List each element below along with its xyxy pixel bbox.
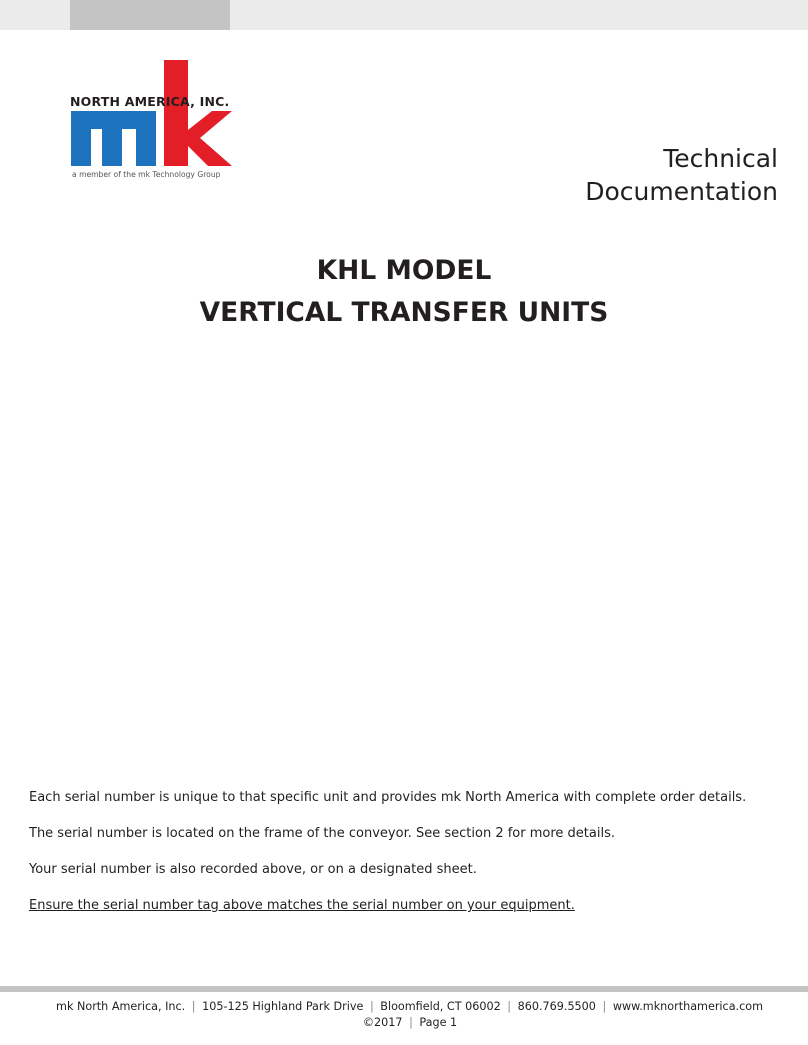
logo-m-letter	[71, 111, 156, 166]
document-type-line1: Technical	[663, 144, 778, 173]
footer-copyright: ©2017	[362, 1016, 403, 1029]
footer-separator: |	[369, 1000, 374, 1013]
footer-page-number: Page 1	[419, 1016, 458, 1029]
note-paragraph: Each serial number is unique to that specific unit and provides mk North America with complete order details.	[29, 790, 747, 805]
footer-rule	[0, 986, 808, 992]
footer-address: 105-125 Highland Park Drive	[202, 1000, 364, 1013]
footer-phone: 860.769.5500	[517, 1000, 596, 1013]
document-type-line2: Documentation	[585, 177, 778, 206]
document-type	[585, 142, 778, 208]
footer-contact-line	[56, 1000, 763, 1013]
logo-tagline: a member of the mk Technology Group	[72, 170, 221, 179]
document-title-line2: VERTICAL TRANSFER UNITS	[199, 297, 609, 328]
company-logo	[66, 58, 246, 188]
footer-website[interactable]: www.mknorthamerica.com	[612, 1000, 763, 1013]
header-tab	[70, 0, 230, 30]
footer-separator: |	[409, 1016, 413, 1029]
serial-number-notes	[29, 790, 789, 934]
document-title-line1: KHL MODEL	[316, 255, 492, 286]
footer-separator: |	[191, 1000, 196, 1013]
footer-separator: |	[507, 1000, 512, 1013]
footer-company: mk North America, Inc.	[56, 1000, 186, 1013]
note-paragraph: The serial number is located on the frame of the conveyor. See section 2 for more details.	[29, 826, 615, 841]
footer-separator: |	[602, 1000, 607, 1013]
logo-company-name: NORTH AMERICA, INC.	[70, 94, 230, 109]
note-paragraph-underlined: Ensure the serial number tag above matches the serial number on your equipment.	[29, 898, 575, 913]
logo-k-letter	[164, 60, 232, 166]
note-paragraph: Your serial number is also recorded above, or on a designated sheet.	[29, 862, 477, 877]
document-title	[0, 250, 808, 334]
mk-logo-mark	[66, 58, 236, 170]
footer-page-line	[0, 1016, 808, 1029]
footer-city: Bloomfield, CT 06002	[380, 1000, 501, 1013]
